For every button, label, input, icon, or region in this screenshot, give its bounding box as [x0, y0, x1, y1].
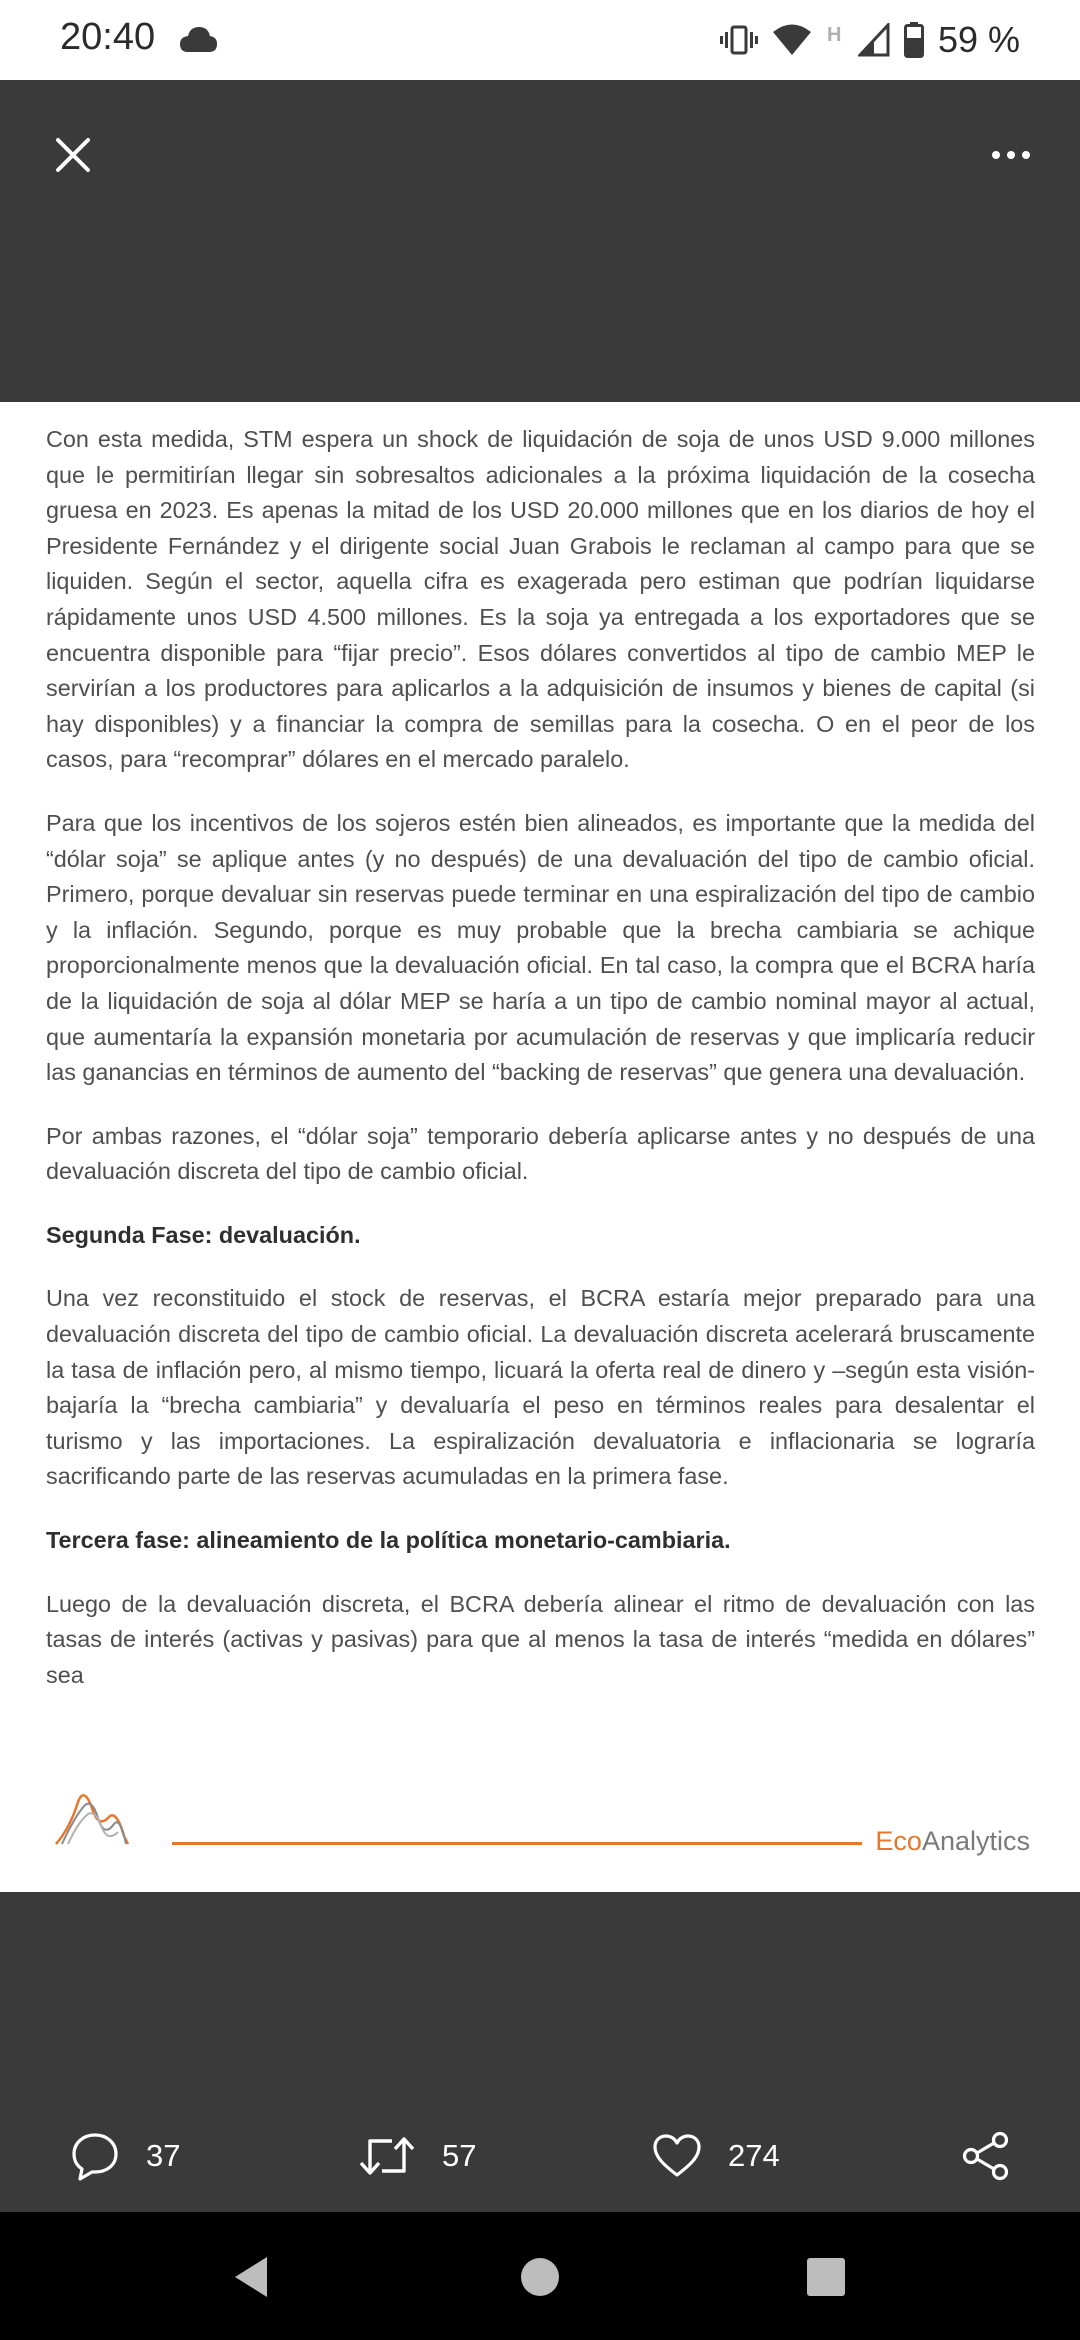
- share-button[interactable]: [960, 2128, 1012, 2184]
- reply-icon: [70, 2131, 120, 2181]
- like-count: 274: [728, 2138, 780, 2173]
- status-bar: [0, 0, 1080, 80]
- reply-button[interactable]: [70, 2128, 180, 2184]
- paragraph-5: Luego de la devaluación discreta, el BCRA debería alinear el ritmo de devaluación con las tasas de interés (activas y pasivas) para que al menos la tasa de interés “medida en dólares” sea: [46, 1590, 1035, 1688]
- vibrate-icon: [720, 23, 758, 57]
- status-time: 20:40: [60, 16, 156, 58]
- close-button[interactable]: [42, 124, 104, 186]
- battery-percent: 59 %: [937, 19, 1020, 60]
- heading-tercera-fase: Tercera fase: alineamiento de la política monetario-cambiaria.: [46, 1527, 731, 1554]
- signal-icon: [858, 23, 890, 57]
- document-image[interactable]: [0, 402, 1080, 1892]
- retweet-icon: [358, 2133, 416, 2179]
- recents-icon: [806, 2257, 846, 2297]
- home-icon: [519, 2256, 561, 2298]
- footer-brand: [875, 1826, 1030, 1857]
- battery-icon: [904, 22, 924, 58]
- media-viewer-toolbar: [0, 80, 1080, 402]
- system-nav-bar: [0, 2212, 1080, 2340]
- brand-eco: Eco: [875, 1826, 922, 1856]
- cloud-icon: [178, 22, 218, 58]
- share-icon: [960, 2131, 1012, 2181]
- svg-text:H: H: [826, 24, 842, 46]
- like-icon: [652, 2133, 702, 2179]
- h-network-icon: [826, 23, 844, 57]
- back-icon: [231, 2255, 271, 2299]
- document-text: [46, 422, 1035, 1721]
- home-button[interactable]: [515, 2252, 565, 2302]
- wifi-icon: [772, 23, 812, 57]
- reply-count: 37: [146, 2138, 181, 2173]
- back-button[interactable]: [226, 2252, 276, 2302]
- heading-segunda-fase: Segunda Fase: devaluación.: [46, 1221, 361, 1248]
- recents-button[interactable]: [801, 2252, 851, 2302]
- footer-divider: [172, 1842, 862, 1845]
- tweet-actions: [0, 2100, 1080, 2210]
- like-button[interactable]: [652, 2128, 780, 2184]
- brand-analytics: Analytics: [921, 1826, 1030, 1856]
- status-icons: [720, 14, 1020, 66]
- more-options-icon: [991, 150, 1031, 160]
- retweet-count: 57: [442, 2138, 477, 2173]
- paragraph-4: Una vez reconstituido el stock de reservas, el BCRA estaría mejor preparado para una devaluación discreta del tipo de cambio oficial. La devaluación discreta acelerará bruscamente la tasa de inflación pero, al mismo tiempo, licuará la oferta real de dinero y –según esta visión- bajaría la “brecha cambiaria” y devaluaría el peso en términos reales para desalentar el turismo y las importaciones. La espiralización devaluatoria e inflacionaria se lograría sacrificando parte de las reservas acumuladas en la primera fase.: [46, 1285, 1035, 1490]
- close-icon: [54, 136, 92, 174]
- paragraph-2: Para que los incentivos de los sojeros estén bien alineados, es importante que la medida del “dólar soja” se aplique antes (y no después) de una devaluación del tipo de cambio oficial. Primero, porque devaluar sin reservas puede terminar en una espiralización del tipo de cambio y la inflación. Segundo, porque es muy probable que la brecha cambiaria se achique proporcionalmente menos que la devaluación oficial. En tal caso, la compra que el BCRA haría de la liquidación de soja al dólar MEP se haría a un tipo de cambio nominal mayor al actual, que aumentaría la expansión monetaria por acumulación de reservas y que implicaría reducir las ganancias en términos de aumento del “backing de reservas” que genera una devaluación.: [46, 809, 1035, 1086]
- more-options-button[interactable]: [980, 124, 1042, 186]
- ecoanalytics-logo-icon: [52, 1788, 130, 1850]
- paragraph-3: Por ambas razones, el “dólar soja” temporario debería aplicarse antes y no después de una devaluación discreta del tipo de cambio oficial.: [46, 1122, 1035, 1185]
- paragraph-1: Con esta medida, STM espera un shock de liquidación de soja de unos USD 9.000 millones que le permitirían llegar sin sobresaltos adicionales a la próxima liquidación de la cosecha gruesa en 2023. Es apenas la mitad de los USD 20.000 millones que en los diarios de hoy el Presidente Fernández y el dirigente social Juan Grabois le reclaman al campo para que se liquiden. Según el sector, aquella cifra es exagerada pero estiman que podrían liquidarse rápidamente unos USD 4.500 millones. Es la soja ya entregada a los exportadores que se encuentra disponible para “fijar precio”. Esos dólares convertidos al tipo de cambio MEP le servirían a los productores para aplicarlos a la adquisición de insumos y bienes de capital (si hay disponibles) y a financiar la compra de semillas para la cosecha. O en el peor de los casos, para “recomprar” dólares en el mercado paralelo.: [46, 426, 1035, 773]
- retweet-button[interactable]: [358, 2128, 476, 2184]
